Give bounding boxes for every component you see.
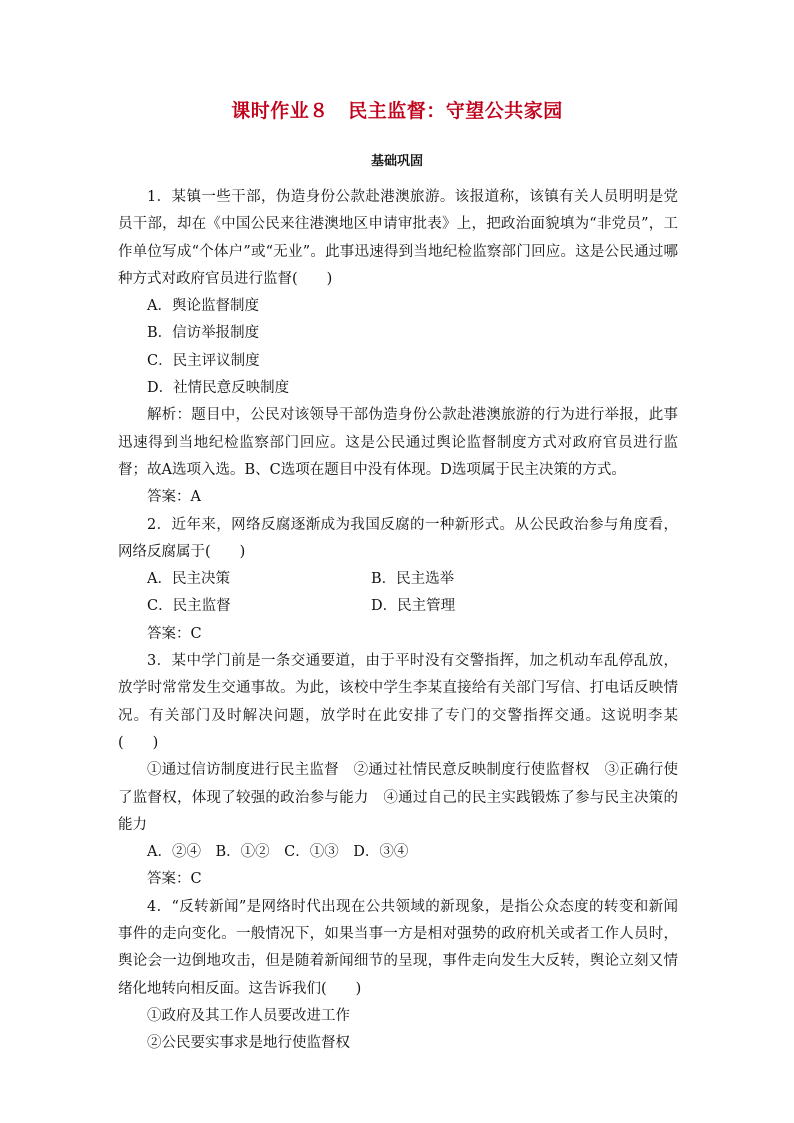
question-4-stem: 4．“反转新闻”是网络时代出现在公共领域的新现象，是指公众态度的转变和新闻事件的走向变化。一般情况下，如果当事一方是相对强势的政府机关或者工作人员时，舆论会一边倒地攻击，但是随着新闻细节的呈现，事件走向发生大反转，舆论立刻又情绪化地转向相反面。这告诉我们( ): [118, 898, 678, 997]
question-3-stem: 3．某中学门前是一条交通要道，由于平时没有交警指挥，加之机动车乱停乱放，放学时常常发生交通事故。为此，该校中学生李某直接给有关部门写信、打电话反映情况。有关部门及时解决问题，放学时在此安排了专门的交警指挥交通。这说明李某( ): [118, 653, 678, 751]
question-2-option-c: C．民主监督: [147, 598, 231, 615]
question-1-option-b: B．信访举报制度: [147, 325, 260, 342]
question-2-stem: 2．近年来，网络反腐逐渐成为我国反腐的一种新形式。从公民政治参与角度看，网络反腐属于( ): [118, 516, 678, 560]
question-2-options-row-2: [118, 593, 678, 620]
question-3-options: A．②④ B．①② C．①③ D．③④: [147, 844, 409, 861]
document-body: [118, 184, 678, 1058]
question-1-option-a: A．舆论监督制度: [147, 298, 259, 315]
question-2-option-b: B．民主选举: [371, 571, 455, 588]
page-title: 课时作业８ 民主监督：守望公共家园: [231, 100, 563, 122]
question-1-stem: 1．某镇一些干部，伪造身份公款赴港澳旅游。该报道称，该镇有关人员明明是党员干部，却在《中国公民来往港澳地区申请审批表》上，把政治面貌填为“非党员”，工作单位写成“个体户”或“无业”。此事迅速得到当地纪检监察部门回应。这是公民通过哪种方式对政府官员进行监督( ): [118, 189, 678, 287]
question-2-option-d: D．民主管理: [371, 598, 456, 615]
question-3-answer: 答案：C: [147, 871, 202, 888]
question-2-options-row-1: [118, 566, 678, 593]
question-1-analysis: 解析：题目中，公民对该领导干部伪造身份公款赴港澳旅游的行为进行举报，此事迅速得到当地纪检监察部门回应。这是公民通过舆论监督制度方式对政府官员进行监督；故A选项入选。B、C选项在题目中没有体现。D选项属于民主决策的方式。: [118, 407, 678, 478]
section-heading: 基础巩固: [370, 154, 423, 169]
question-2-answer: 答案：C: [147, 625, 202, 642]
question-3-items: ①通过信访制度进行民主监督 ②通过社情民意反映制度行使监督权 ③正确行使了监督权，体现了较强的政治参与能力 ④通过自己的民主实践锻炼了参与民主决策的能力: [118, 762, 678, 833]
question-4-item-2: ②公民要实事求是地行使监督权: [147, 1035, 350, 1052]
question-1-answer: 答案：A: [147, 489, 201, 506]
question-2-option-a: A．民主决策: [147, 571, 230, 588]
question-1-option-c: C．民主评议制度: [147, 352, 260, 369]
question-4-item-1: ①政府及其工作人员要改进工作: [147, 1007, 350, 1024]
question-1-option-d: D．社情民意反映制度: [147, 380, 290, 397]
